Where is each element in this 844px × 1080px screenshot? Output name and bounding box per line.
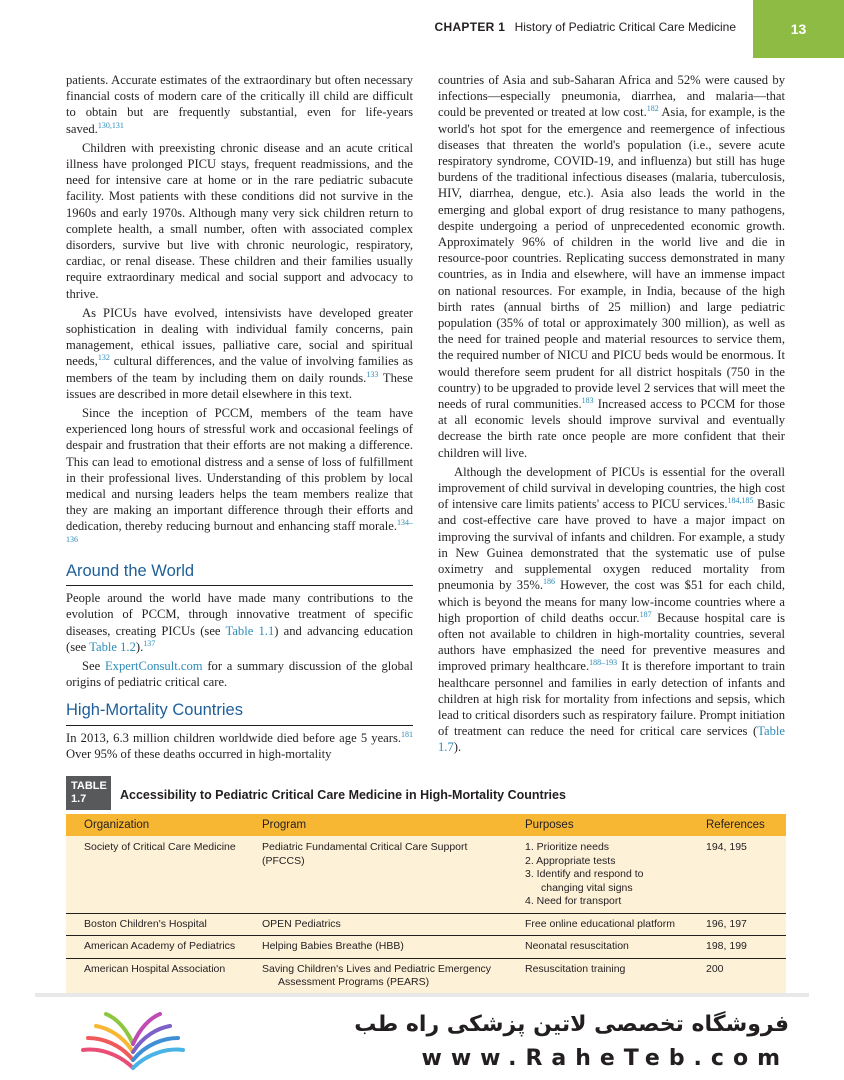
cell-purposes: Free online educational platform	[507, 913, 688, 936]
table-row	[66, 936, 786, 959]
program-text: Saving Children's Lives and Pediatric Emergency Assessment Programs (PEARS)	[262, 962, 492, 988]
table-row	[66, 836, 786, 913]
citation[interactable]: 187	[639, 609, 652, 619]
table-link[interactable]: Table 1.7	[438, 724, 785, 755]
chapter-label: CHAPTER 1	[434, 20, 506, 34]
data-table	[66, 814, 786, 994]
cell-purposes: Neonatal resuscitation	[507, 936, 688, 959]
citation[interactable]: 183	[581, 395, 594, 405]
paragraph	[438, 464, 785, 756]
website-url[interactable]: www.RaheTeb.com	[421, 1046, 789, 1071]
page-number: 13	[753, 0, 844, 58]
open-book-logo-icon	[78, 1008, 188, 1076]
citation[interactable]: 137	[143, 638, 156, 648]
paragraph-text: ) and advancing education (see	[66, 623, 413, 654]
column-header: Organization	[84, 819, 150, 831]
paragraph	[438, 72, 785, 461]
right-column	[438, 72, 785, 756]
paragraph-text: As PICUs have evolved, intensivists have developed greater sophistication in dealing with individual family concerns, pain management, ethical issues, palliative care, social and spiritual needs,	[66, 305, 413, 369]
cell-organization: Society of Critical Care Medicine	[84, 841, 236, 853]
section-heading-around-the-world: Around the World	[66, 563, 413, 586]
column-header: Purposes	[525, 819, 574, 831]
table-label-number: 1.7	[71, 793, 87, 805]
citation[interactable]: 134–136	[66, 518, 413, 544]
paragraph-text: Basic and cost-effective care have proved to have a major impact on improving the survival of infants and children. For example, a study in New Guinea demonstrated that the systematic use of pulse oximetry and supplemental oxygen reduced mortality from pneumonia by 35%.	[438, 497, 785, 593]
chapter-title: History of Pediatric Critical Care Medicine	[514, 20, 736, 34]
cell-program	[244, 958, 507, 994]
paragraph	[66, 590, 413, 655]
cell-purposes: Resuscitation training	[507, 958, 688, 994]
column-header: References	[706, 819, 765, 831]
cell-program: Helping Babies Breathe (HBB)	[244, 936, 507, 959]
paragraph-text: Over 95% of these deaths occurred in high-mortality	[66, 746, 332, 761]
table-header-row	[66, 814, 786, 836]
list-item: 1. Prioritize needs	[525, 841, 610, 853]
list-item: 4. Need for transport	[525, 895, 622, 907]
paragraph-text: See	[82, 658, 105, 673]
paragraph	[66, 730, 413, 762]
column-header: Program	[262, 819, 307, 831]
paragraph	[66, 658, 413, 690]
citation[interactable]: 188–193	[589, 658, 618, 668]
citation[interactable]: 181	[401, 729, 413, 739]
cell-program: OPEN Pediatrics	[244, 913, 507, 936]
cell-references: 198, 199	[688, 936, 786, 959]
citation[interactable]: 132	[97, 353, 110, 363]
citation[interactable]: 130,131	[97, 120, 124, 130]
table-row	[66, 958, 786, 994]
paragraph-text: Because hospital care is often not available to children in high-mortality countries, several authors have emphasized the need for preventive measures and improved primary healthcare.	[438, 610, 785, 674]
paragraph: Children with preexisting chronic disease and an acute critical illness have prolonged PICU stays, frequent readmissions, and the need for intensive care at home or in the rare pediatric subacute facility. Most patients with these conditions did not survive in the 1960s and early 1970s. Although many very sick children return to complete health, a small number, often with associated complex disorders, survive but live with chronic neurologic, respiratory, cardiac, or renal disease. These children and their families usually require extraordinary medical and social support and advocacy to thrive.	[66, 140, 413, 301]
table-label-word: TABLE	[71, 780, 107, 792]
shop-name: فروشگاه تخصصی لاتین پزشکی راه طب	[354, 1012, 789, 1037]
list-item: 3. Identify and respond to changing vital signs	[525, 868, 644, 894]
paragraph-text: countries of Asia and sub-Saharan Africa and 52% were caused by infections—especially pneumonia, diarrhea, and malaria—that could be prevented or treated at low cost.	[438, 73, 785, 120]
citation[interactable]: 133	[366, 369, 379, 379]
table-label	[66, 776, 111, 810]
paragraph-text: cultural differences, and the value of involving families as members of the team by including them on daily rounds.	[66, 354, 413, 385]
cell-references: 196, 197	[688, 913, 786, 936]
citation[interactable]: 182	[646, 104, 659, 114]
paragraph-text: In 2013, 6.3 million children worldwide died before age 5 years.	[66, 730, 401, 745]
table-row	[66, 913, 786, 936]
paragraph-text: However, the cost was $51 for each child, which is beyond the means for many low-income countries where a high proportion of child deaths occur.	[438, 578, 785, 625]
paragraph-text: ).	[453, 740, 462, 755]
paragraph	[66, 405, 413, 551]
cell-organization: American Academy of Pediatrics	[66, 936, 244, 959]
section-heading-high-mortality: High-Mortality Countries	[66, 702, 413, 725]
divider	[35, 993, 809, 997]
paragraph-text: Although the development of PICUs is essential for the overall improvement of child survival in developing countries, the high cost of intensive care limits patients' access to PICU services.	[438, 464, 785, 512]
paragraph	[66, 72, 413, 137]
paragraph-text: Since the inception of PCCM, members of the team have experienced long hours of stressful work and occasional feelings of despair and frustration that their efforts are not making a difference. This can lead to emotional distress and a sense of loss of fulfillment in their professional lives. Understanding of this problem by local medical and nursing leaders helps the team members realize that they are making an important difference through their efforts and dedication, thereby reducing burnout and enhancing staff morale.	[66, 406, 413, 534]
table-caption: Accessibility to Pediatric Critical Care Medicine in High-Mortality Countries	[120, 788, 566, 802]
table-link[interactable]: Table 1.2	[89, 639, 136, 654]
table-link[interactable]: Table 1.1	[225, 623, 275, 638]
list-item: 2. Appropriate tests	[525, 854, 616, 867]
cell-references: 194, 195	[706, 841, 747, 853]
paragraph-text: ).	[135, 639, 144, 654]
left-column	[66, 72, 413, 762]
cell-organization: Boston Children's Hospital	[66, 913, 244, 936]
paragraph-text: Increased access to PCCM for those at all economic levels should improve survival and eventually decrease the birth rate once people are more confident that their children will live.	[438, 397, 785, 460]
cell-references: 200	[688, 958, 786, 994]
running-head	[435, 20, 736, 34]
paragraph-text: These issues are described in more detail elsewhere in this text.	[66, 370, 413, 401]
paragraph-text: patients. Accurate estimates of the extraordinary but often necessary financial costs of modern care of the critically ill child are difficult to obtain but are frequently substantial, even for life-years saved.	[66, 73, 413, 136]
paragraph-text: It is therefore important to train healthcare personnel and families in early detection of infants and children at high risk for mortality from infections and sepsis, which lead to critical disorders such as respiratory failure. Prompt initiation of treatment can reduce the need for critical care services (	[438, 659, 785, 739]
cell-organization: American Hospital Association	[66, 958, 244, 994]
paragraph-text: for a summary discussion of the global origins of pediatric critical care.	[66, 658, 413, 690]
page-header	[0, 0, 844, 58]
cell-program: Pediatric Fundamental Critical Care Support (PFCCS)	[262, 841, 468, 867]
paragraph-text: People around the world have made many contributions to the evolution of PCCM, through innovative treatment of specific diseases, creating PICUs (see	[66, 591, 413, 638]
citation[interactable]: 184,185	[727, 496, 754, 506]
cell-purposes	[507, 836, 688, 913]
expertconsult-link[interactable]: ExpertConsult.com	[104, 658, 203, 673]
purpose-list	[525, 841, 682, 909]
citation[interactable]: 186	[543, 577, 556, 587]
paragraph-text: Asia, for example, is the world's hot spot for the emergence and reemergence of infectious diseases that threaten the world's population (i.e., severe acute respiratory syndrome, COVID-19, and influenza) but still has huge burdens of the traditional infectious diseases (malaria, tuberculosis, HIV, diarrhea, dengue, etc.). Asia also leads the world in the emerging and global export of drug resistance to many pathogens, despite undergoing a period of unprecedented economic growth. Approximately 96% of children in the world live and die in resource-poor countries. Replicating success demonstrated in many countries, as in India and elsewhere, will have an immense impact on national resources. For example, in India, because of the high birth rates (annual births of 25 million) and large pediatric population (35% of total or approximately 300 million), as well as the need for trained people and material resources to service them, the required number of NICU and PICU beds would be enormous. It would therefore seem prudent for all district hospitals (750 in the country) to be upgraded to provide level 2 services that will meet the needs of rural communities.	[438, 105, 786, 412]
paragraph	[66, 305, 413, 402]
